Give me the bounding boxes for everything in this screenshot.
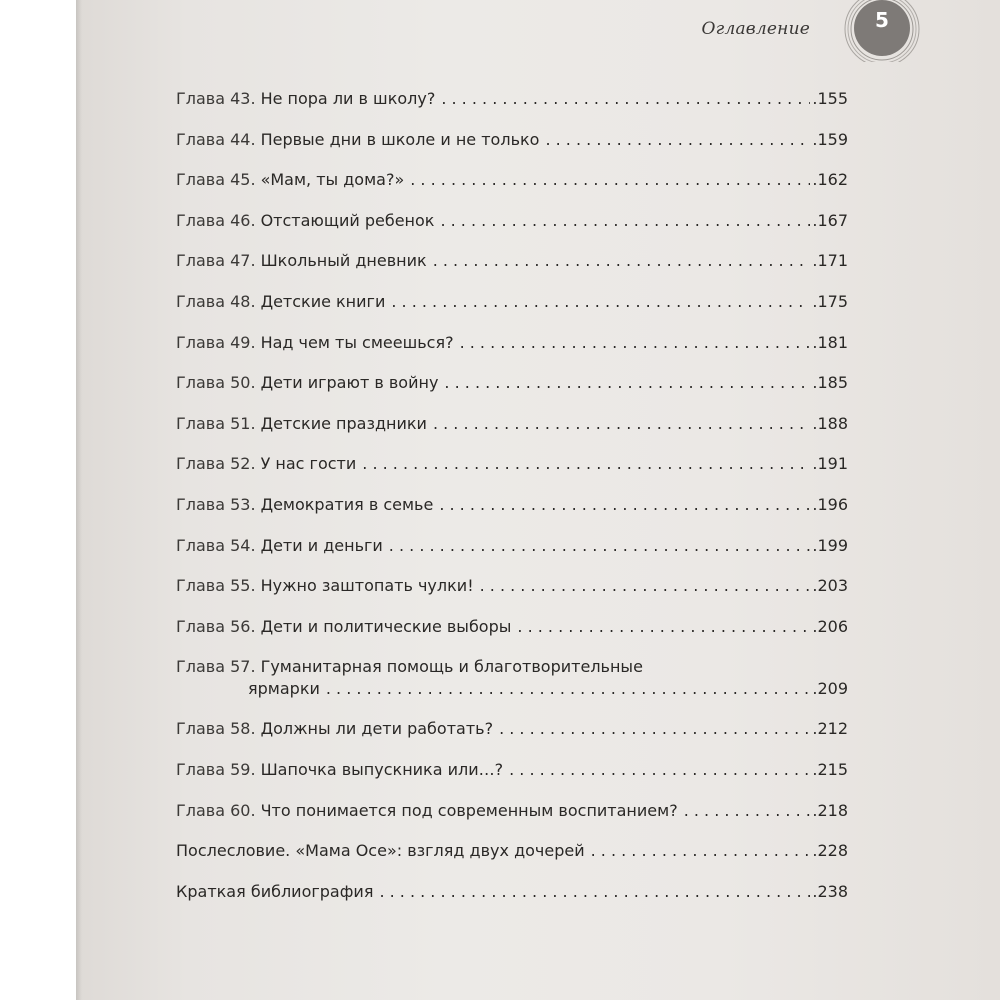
chapter-number: Глава 51. [176, 413, 256, 433]
chapter-title: Детские книги [260, 291, 386, 311]
page-ref: .209 [812, 679, 848, 699]
page-ref: .162 [812, 170, 848, 190]
toc-entry [176, 129, 848, 170]
toc-line [176, 656, 848, 678]
dot-leader [444, 372, 810, 394]
chapter-title: Что понимается под современным воспитанием? [260, 800, 678, 820]
chapter-number: Глава 45. [176, 170, 256, 190]
toc-entry [176, 169, 848, 210]
page-ref: .188 [812, 413, 848, 433]
chapter-number: Глава 53. [176, 494, 256, 514]
chapter-number: Глава 58. [176, 719, 256, 739]
toc-line [176, 291, 848, 313]
page-ref: .175 [812, 291, 848, 311]
toc-entry [176, 718, 848, 759]
chapter-number: Глава 54. [176, 535, 256, 555]
chapter-number: Глава 49. [176, 332, 256, 352]
toc-line [176, 575, 848, 597]
toc-line [176, 840, 848, 862]
chapter-title: Над чем ты смеешься? [260, 332, 454, 352]
page-ref: .203 [812, 576, 848, 596]
toc-entry [176, 250, 848, 291]
dot-leader [410, 169, 810, 191]
chapter-title: Должны ли дети работать? [260, 719, 494, 739]
toc-entry [176, 494, 848, 535]
page-ref: .238 [812, 881, 848, 901]
toc-entry [176, 616, 848, 657]
toc-entry [176, 881, 848, 922]
chapter-title: Детские праздники [260, 413, 427, 433]
dot-leader [379, 881, 810, 903]
toc-line [176, 494, 848, 516]
dot-leader [326, 678, 811, 700]
toc-line [176, 169, 848, 191]
dot-leader [545, 129, 810, 151]
dot-leader [439, 494, 810, 516]
chapter-title: Дети играют в войну [260, 373, 439, 393]
toc-entry [176, 210, 848, 251]
chapter-title: У нас гости [260, 454, 357, 474]
toc-line [176, 332, 848, 354]
chapter-title: Краткая библиография [176, 881, 374, 901]
page-number: 5 [875, 8, 889, 32]
chapter-title: Школьный дневник [260, 251, 427, 271]
toc-entry [176, 453, 848, 494]
toc-line [176, 88, 848, 110]
chapter-title: Шапочка выпускника или…? [260, 759, 504, 779]
chapter-title: Послесловие. «Мама Осе»: взгляд двух дочерей [176, 841, 585, 861]
toc-line [176, 413, 848, 435]
page-ref: .171 [812, 251, 848, 271]
toc-entry [176, 840, 848, 881]
chapter-title: Демократия в семье [260, 494, 434, 514]
chapter-title: Первые дни в школе и не только [260, 129, 540, 149]
chapter-title: Дети и политические выборы [260, 616, 512, 636]
page-ref: .199 [812, 535, 848, 555]
page-ref: .215 [812, 759, 848, 779]
dot-leader [433, 413, 810, 435]
chapter-title: Отстающий ребенок [260, 210, 435, 230]
page-ref: .206 [812, 616, 848, 636]
chapter-number: Глава 50. [176, 373, 256, 393]
chapter-title: «Мам, ты дома?» [260, 170, 405, 190]
toc-line [176, 453, 848, 475]
toc-entry [176, 291, 848, 332]
running-header-title: Оглавление [701, 19, 810, 39]
chapter-number: Глава 56. [176, 616, 256, 636]
toc-line [176, 250, 848, 272]
toc-line [176, 759, 848, 781]
page-ref: .155 [812, 89, 848, 108]
page-gutter-shadow [76, 0, 82, 1000]
dot-leader [433, 250, 811, 272]
toc-entry [176, 372, 848, 413]
chapter-number: Глава 47. [176, 251, 256, 271]
page-number-badge [842, 0, 922, 62]
chapter-number: Глава 57. [176, 657, 256, 677]
dot-leader [480, 575, 811, 597]
dot-leader [441, 88, 810, 110]
chapter-number: Глава 46. [176, 210, 256, 230]
dot-leader [440, 210, 810, 232]
chapter-number: Глава 44. [176, 129, 256, 149]
dot-leader [391, 291, 810, 313]
toc-line [176, 800, 848, 822]
toc-line-continuation [176, 678, 848, 700]
page-ref: .228 [812, 841, 848, 861]
dot-leader [684, 800, 811, 822]
toc-entry [176, 332, 848, 373]
page-ref: .181 [812, 332, 848, 352]
toc-line [176, 616, 848, 638]
chapter-number: Глава 55. [176, 576, 256, 596]
dot-leader [499, 718, 810, 740]
toc-entry [176, 656, 848, 718]
toc-line [176, 210, 848, 232]
toc-entry [176, 759, 848, 800]
dot-leader [460, 332, 811, 354]
dot-leader [591, 840, 811, 862]
page-ref: .191 [812, 454, 848, 474]
toc-line [176, 372, 848, 394]
page-ref: .167 [812, 210, 848, 230]
table-of-contents [176, 88, 848, 921]
toc-entry [176, 413, 848, 454]
toc-line [176, 129, 848, 151]
toc-line [176, 718, 848, 740]
chapter-number: Глава 52. [176, 454, 256, 474]
toc-line [176, 535, 848, 557]
dot-leader [362, 453, 810, 475]
dot-leader [389, 535, 811, 557]
toc-line [176, 881, 848, 903]
chapter-number: Глава 43. [176, 89, 256, 108]
chapter-number: Глава 59. [176, 759, 256, 779]
page-ref: .196 [812, 494, 848, 514]
page-ref: .212 [812, 719, 848, 739]
toc-entry [176, 800, 848, 841]
toc-entry [176, 575, 848, 616]
dot-leader [509, 759, 810, 781]
chapter-title: Не пора ли в школу? [260, 89, 436, 108]
dot-leader [517, 616, 810, 638]
chapter-title: Гуманитарная помощь и благотворительные [260, 657, 643, 677]
toc-entry [176, 88, 848, 129]
chapter-title-continuation: ярмарки [248, 679, 320, 699]
chapter-title: Нужно заштопать чулки! [260, 576, 474, 596]
page-ref: .159 [812, 129, 848, 149]
page-ref: .218 [812, 800, 848, 820]
chapter-title: Дети и деньги [260, 535, 383, 555]
chapter-number: Глава 48. [176, 291, 256, 311]
toc-entry [176, 535, 848, 576]
page-ref: .185 [812, 373, 848, 393]
chapter-number: Глава 60. [176, 800, 256, 820]
